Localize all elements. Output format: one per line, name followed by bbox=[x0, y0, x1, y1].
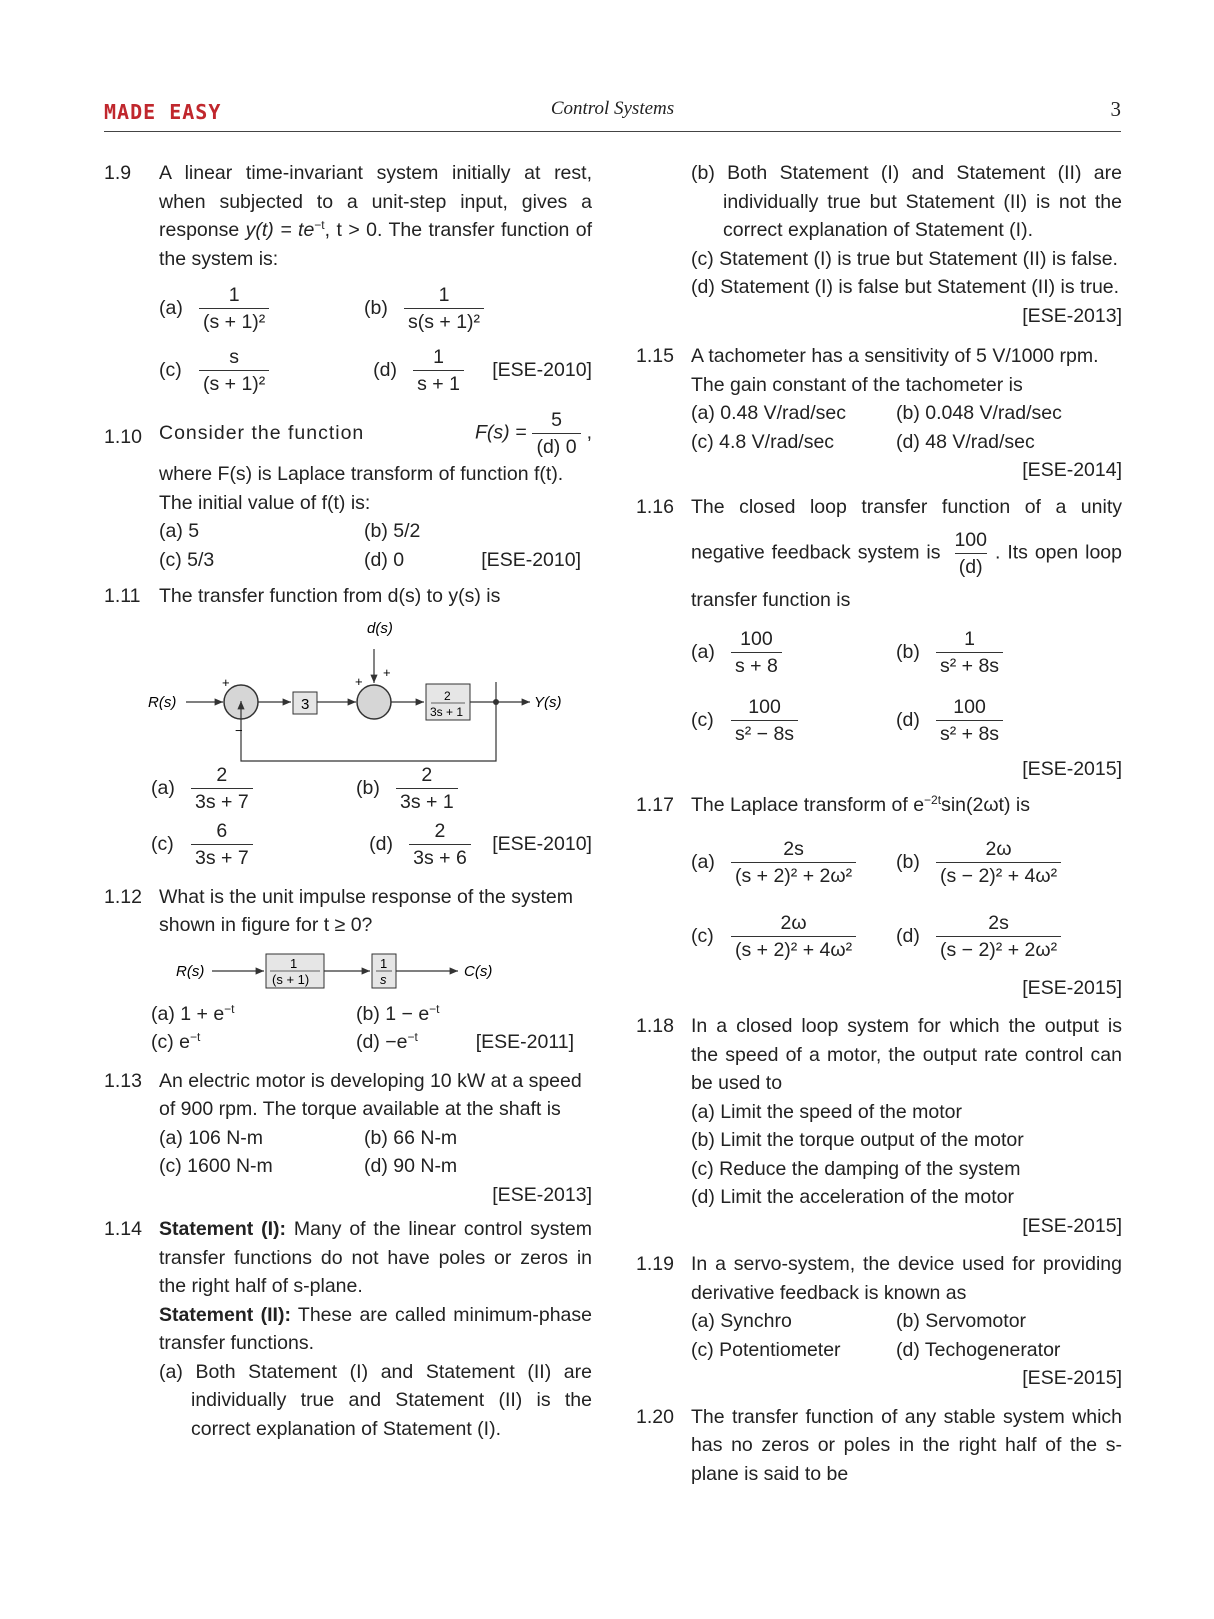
publisher-logo: MADE EASY bbox=[104, 100, 222, 124]
exam-tag: [ESE-2015] bbox=[1022, 1367, 1122, 1389]
exam-tag: [ESE-2010] bbox=[481, 548, 581, 571]
question-1-14 bbox=[104, 1215, 592, 1443]
exam-tag: [ESE-2015] bbox=[1022, 1214, 1122, 1237]
question-number: 1.14 bbox=[104, 1218, 142, 1240]
option-d: (d) $\frac{1}{s + 1}$ bbox=[373, 339, 483, 401]
question-1-18 bbox=[636, 1012, 1122, 1240]
option-a: (a) 106 N-m bbox=[159, 1126, 264, 1149]
option-a: (a) Both Statement (I) and Statement (II) are individually true and Statement (II) is the correct explanation of Statement (I). bbox=[159, 1360, 592, 1440]
statement-1: Statement (I): Many of the linear control system transfer functions do not have poles or zeros in the right half of s-plane. bbox=[159, 1218, 592, 1297]
question-number: 1.12 bbox=[104, 885, 142, 908]
exam-tag: [ESE-2011] bbox=[475, 1031, 574, 1053]
question-number: 1.11 bbox=[104, 585, 141, 607]
option-c: (c) $e^{-t}$ bbox=[151, 1030, 201, 1053]
question-1-15 bbox=[636, 342, 1122, 485]
option-d: (d) Techogenerator bbox=[896, 1338, 1061, 1361]
question-1-9 bbox=[104, 159, 592, 401]
question-text: A linear time-invariant system initially at rest, when subjected to a unit-step input, gives a response $y(t) = te^{-t}$, t > 0. The transfer function of the system is: bbox=[159, 162, 592, 270]
question-number: 1.16 bbox=[636, 495, 674, 518]
option-d: (d) Statement (I) is false but Statement (II) is true. bbox=[691, 276, 1120, 298]
input-label: R(s) bbox=[148, 693, 177, 711]
output-label: Y(s) bbox=[534, 693, 562, 711]
question-text: Consider the function F(s) = $\frac{5}{(d) 0}$ , bbox=[159, 409, 592, 458]
question-number: 1.19 bbox=[636, 1253, 674, 1275]
option-b: (b) $\frac{1}{\text{s(s + 1)²}}$ bbox=[364, 277, 569, 339]
question-1-12 bbox=[104, 883, 592, 940]
question-text: What is the unit impulse response of the system shown in figure for t ≥ 0? bbox=[159, 885, 574, 936]
svg-text:+: + bbox=[383, 664, 391, 680]
exam-tag: [ESE-2010] bbox=[492, 833, 592, 856]
book-title: Control Systems bbox=[550, 98, 675, 119]
options-1-11 bbox=[104, 761, 592, 873]
question-text: In a servo-system, the device used for providing derivative feedback is known as bbox=[691, 1253, 1122, 1304]
option-a: (a) $\frac{2}{3s + 7}$ bbox=[151, 761, 356, 817]
question-number: 1.17 bbox=[636, 794, 674, 816]
option-d: (d) 48 V/rad/sec bbox=[896, 430, 1035, 453]
option-d: (d) $\frac{2}{3s + 6}$ bbox=[369, 817, 479, 873]
exam-tag: [ESE-2010] bbox=[492, 358, 592, 381]
svg-text:+: + bbox=[355, 673, 363, 689]
option-c: (c) 5/3 bbox=[159, 548, 215, 571]
question-1-20 bbox=[636, 1403, 1122, 1489]
page-number: 3 bbox=[1110, 97, 1121, 121]
option-a: (a) $\frac{1}{\text{(s + 1)²}}$ bbox=[159, 277, 364, 339]
svg-text:(s + 1): (s + 1) bbox=[272, 971, 310, 987]
statement-2: Statement (II): These are called minimum-phase transfer functions. bbox=[159, 1303, 592, 1354]
block-diagram-1-11 bbox=[104, 611, 592, 771]
svg-text:s: s bbox=[380, 971, 387, 987]
option-a: (a) Limit the speed of the motor bbox=[691, 1100, 962, 1123]
question-text-cont: where F(s) is Laplace transform of function f(t). The initial value of f(t) is: bbox=[159, 463, 564, 514]
left-column bbox=[104, 159, 592, 1449]
svg-text:1: 1 bbox=[290, 955, 298, 971]
svg-text:2: 2 bbox=[444, 688, 451, 703]
option-b: (b) 5/2 bbox=[364, 520, 421, 542]
question-text: The Laplace transform of $e^{-2t}\sin(2\omega t)$ is bbox=[691, 793, 1030, 816]
option-b: (b) Limit the torque output of the motor bbox=[691, 1129, 1024, 1151]
option-b: (b) 0.048 V/rad/sec bbox=[896, 402, 1062, 424]
option-d: (d) $\frac{2s}{\text{(s − 2)² + 2ω²}}$ bbox=[896, 900, 1101, 974]
question-text: A tachometer has a sensitivity of 5 V/1000 rpm. The gain constant of the tachometer is bbox=[691, 345, 1099, 396]
option-a: (a) 0.48 V/rad/sec bbox=[691, 402, 846, 424]
question-number: 1.15 bbox=[636, 345, 674, 367]
question-1-17 bbox=[636, 791, 1122, 1002]
option-d: $(d) -e^{-t}$ bbox=[356, 1030, 418, 1053]
svg-text:1: 1 bbox=[380, 955, 388, 971]
exam-tag: [ESE-2015] bbox=[1022, 976, 1122, 999]
option-c: (c) $\frac{s}{\text{(s + 1)²}}$ bbox=[159, 339, 364, 401]
option-d: (d) $\frac{100}{\text{s² + 8s}}$ bbox=[896, 687, 1101, 755]
option-a: (a) Synchro bbox=[691, 1310, 792, 1332]
question-text: The transfer function of any stable system which has no zeros or poles in the right half of the s-plane is said to be bbox=[691, 1405, 1122, 1485]
question-number: 1.20 bbox=[636, 1405, 674, 1428]
option-b: (b) $\frac{1}{\text{s² + 8s}}$ bbox=[896, 619, 1101, 687]
disturbance-label: d(s) bbox=[367, 619, 393, 637]
exam-tag: [ESE-2014] bbox=[1022, 459, 1122, 481]
option-b: (b) Servomotor bbox=[896, 1310, 1027, 1332]
question-text: The transfer function from d(s) to y(s) is bbox=[159, 585, 501, 607]
option-a: (a) 5 bbox=[159, 520, 200, 542]
option-b: (b) $\frac{2}{3s + 1}$ bbox=[356, 761, 561, 817]
question-number: 1.13 bbox=[104, 1069, 142, 1092]
svg-text:3: 3 bbox=[301, 695, 310, 713]
option-c: (c) $\frac{2\omega}{\text{(s + 2)² + 4ω²}}$ bbox=[691, 900, 896, 974]
option-c: (c) $\frac{6}{3s + 7}$ bbox=[151, 817, 356, 873]
question-text: The closed loop transfer function of a unity negative feedback system is $\frac{100}{(d)}$ . Its open loop transfer function is bbox=[691, 495, 1122, 611]
question-text: An electric motor is developing 10 kW at a speed of 900 rpm. The torque available at the shaft is bbox=[159, 1069, 582, 1120]
options-1-12 bbox=[104, 1000, 592, 1057]
question-1-16 bbox=[636, 493, 1122, 784]
option-d: (d) Limit the acceleration of the motor bbox=[691, 1186, 1014, 1208]
exam-tag: [ESE-2013] bbox=[1022, 304, 1122, 327]
question-text: In a closed loop system for which the output is the speed of a motor, the output rate control can be used to bbox=[691, 1015, 1122, 1094]
question-1-19 bbox=[636, 1250, 1122, 1393]
option-b: (b) Both Statement (I) and Statement (II) are individually true but Statement (II) is not the correct explanation of Statement (I). bbox=[691, 162, 1122, 241]
option-c: (c) Potentiometer bbox=[691, 1338, 841, 1361]
svg-text:+: + bbox=[222, 674, 230, 690]
question-number: 1.9 bbox=[104, 162, 132, 184]
exam-tag: [ESE-2015] bbox=[1022, 757, 1122, 780]
option-a: (a) $\frac{2s}{\text{(s + 2)² + 2ω²}}$ bbox=[691, 826, 896, 900]
block-diagram-1-12 bbox=[104, 946, 592, 996]
question-1-13 bbox=[104, 1067, 592, 1210]
svg-text:C(s): C(s) bbox=[464, 962, 493, 980]
right-column bbox=[636, 159, 1122, 1494]
option-a: (a) $1 + e^{-t}$ bbox=[151, 1001, 235, 1025]
option-d: (d) 0 bbox=[364, 548, 405, 571]
svg-text:−: − bbox=[235, 722, 243, 738]
question-number: 1.18 bbox=[636, 1015, 674, 1037]
option-d: (d) 90 N-m bbox=[364, 1155, 458, 1177]
option-b: (b) $\frac{2\omega}{\text{(s − 2)² + 4ω²}}$ bbox=[896, 826, 1101, 900]
question-1-14-cont bbox=[636, 159, 1122, 330]
option-c: (c) Statement (I) is true but Statement (II) is false. bbox=[691, 247, 1118, 270]
option-b: (b) 66 N-m bbox=[364, 1126, 458, 1149]
page-header bbox=[104, 92, 1121, 132]
svg-text:R(s): R(s) bbox=[176, 962, 205, 980]
option-a: (a) $\frac{100}{s + 8}$ bbox=[691, 619, 896, 687]
option-c: (c) 4.8 V/rad/sec bbox=[691, 430, 835, 453]
svg-text:3s + 1: 3s + 1 bbox=[430, 704, 464, 719]
summing-junction-2 bbox=[357, 685, 391, 719]
option-c: (c) 1600 N-m bbox=[159, 1155, 273, 1177]
option-b: (b) $1 - e^{-t}$ bbox=[356, 1001, 440, 1025]
question-1-10 bbox=[104, 407, 592, 574]
option-c: (c) $\frac{100}{\text{s² − 8s}}$ bbox=[691, 687, 896, 755]
option-c: (c) Reduce the damping of the system bbox=[691, 1157, 1021, 1180]
question-number: 1.10 bbox=[104, 426, 142, 448]
question-1-11 bbox=[104, 582, 592, 611]
exam-tag: [ESE-2013] bbox=[492, 1183, 592, 1206]
